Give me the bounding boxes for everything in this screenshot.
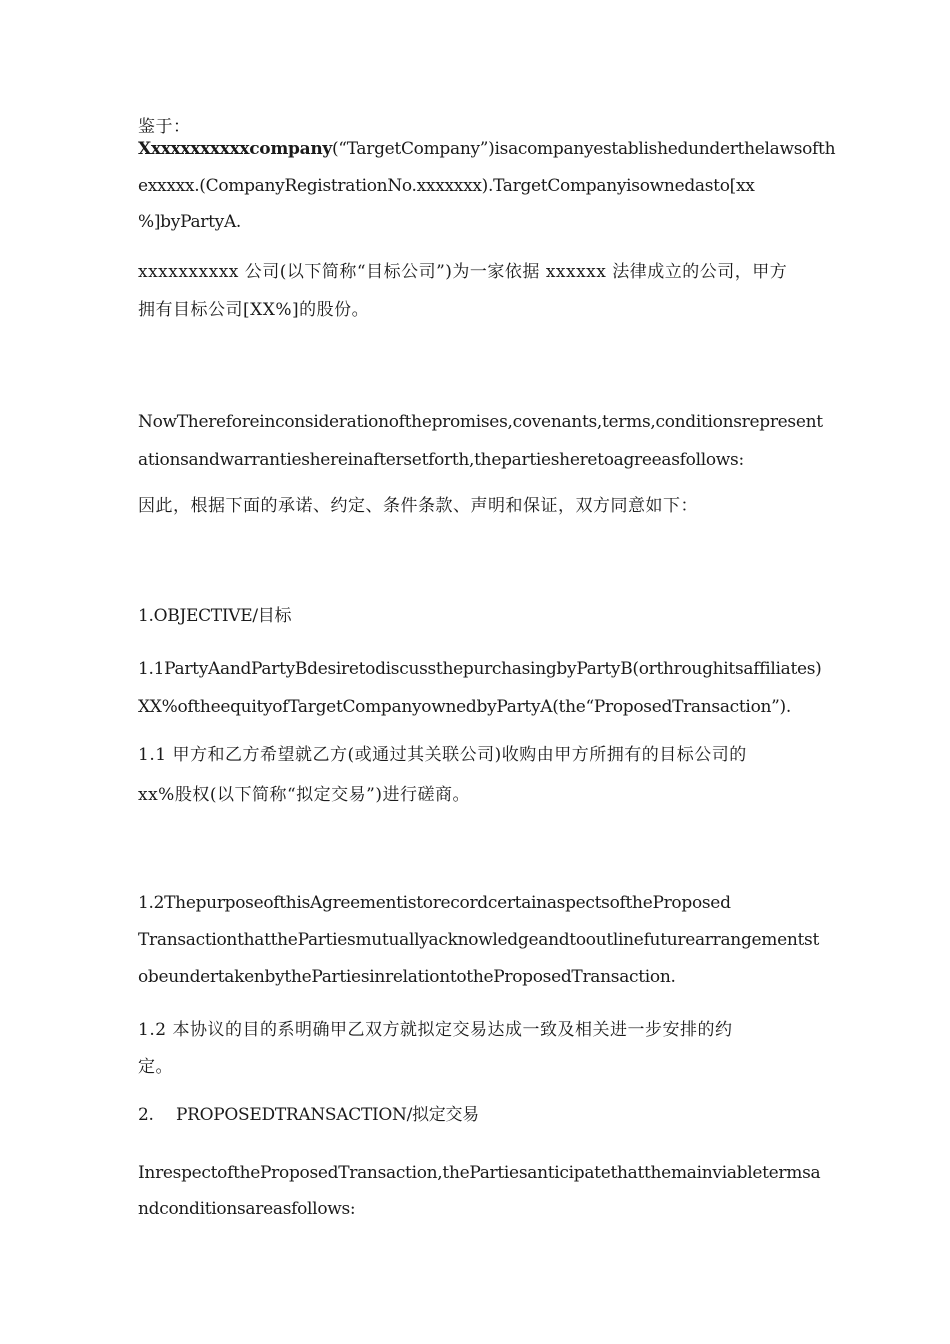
clause-1-2-en-line-1: 1.2ThepurposeofthisAgreementistorecordcertainaspectsoftheProposed — [138, 893, 731, 913]
therefore-cn-line-1: 因此，根据下面的承诺、约定、条件条款、声明和保证，双方同意如下： — [138, 496, 698, 516]
clause-1-1-cn-line-1: 1.1 甲方和乙方希望就乙方(或通过其关联公司)收购由甲方所拥有的目标公司的 — [138, 745, 747, 765]
clause-1-1-en-line-1: 1.1PartyAandPartyBdesiretodiscussthepurchasingbyPartyB(orthroughitsaffiliates) — [138, 659, 822, 679]
whereas-en-line-1 — [138, 138, 835, 160]
clause-1-2-en-line-2: TransactionthatthePartiesmutuallyacknowledgeandtooutlinefuturearrangementst — [138, 930, 820, 950]
clause-1-1-en-line-2: XX%oftheequityofTargetCompanyownedbyPartyA(the“ProposedTransaction”). — [138, 697, 791, 717]
whereas-en-line-3: %]byPartyA. — [138, 212, 242, 232]
section-2-number: 2. — [138, 1105, 154, 1125]
section-2-title: PROPOSEDTRANSACTION/拟定交易 — [176, 1105, 479, 1125]
target-company-name: Xxxxxxxxxxxcompany — [138, 139, 332, 159]
whereas-en-line-1-rest: (“TargetCompany”)isacompanyestablishedunderthelawsofth — [331, 139, 836, 159]
section-2-en-line-1: InrespectoftheProposedTransaction,thePartiesanticipatethatthemainviabletermsa — [138, 1163, 821, 1183]
clause-1-1-cn-line-2: xx%股权(以下简称“拟定交易”)进行磋商。 — [138, 785, 470, 805]
section-2-heading — [138, 1104, 479, 1126]
whereas-cn-line-2: 拥有目标公司[XX%]的股份。 — [138, 300, 370, 320]
section-1-heading: 1.OBJECTIVE/目标 — [138, 606, 292, 626]
therefore-en-line-1: NowThereforeinconsiderationofthepromises,covenants,terms,conditionsrepresent — [138, 412, 823, 432]
clause-1-2-en-line-3: obeundertakenbythePartiesinrelationtotheProposedTransaction. — [138, 967, 676, 987]
whereas-cn-line-1: xxxxxxxxxx 公司(以下简称“目标公司”)为一家依据 xxxxxx 法律成立的公司，甲方 — [138, 262, 788, 282]
therefore-en-line-2: ationsandwarrantieshereinaftersetforth,thepartiesheretoagreeasfollows: — [138, 450, 744, 470]
clause-1-2-cn-line-2: 定。 — [138, 1057, 173, 1077]
section-2-en-line-2: ndconditionsareasfollows: — [138, 1199, 356, 1219]
clause-1-2-cn-line-1: 1.2 本协议的目的系明确甲乙双方就拟定交易达成一致及相关进一步安排的约 — [138, 1020, 733, 1040]
whereas-heading: 鉴于： — [138, 117, 191, 137]
whereas-en-line-2: exxxxx.(CompanyRegistrationNo.xxxxxxx).TargetCompanyisownedasto[xx — [138, 176, 755, 196]
